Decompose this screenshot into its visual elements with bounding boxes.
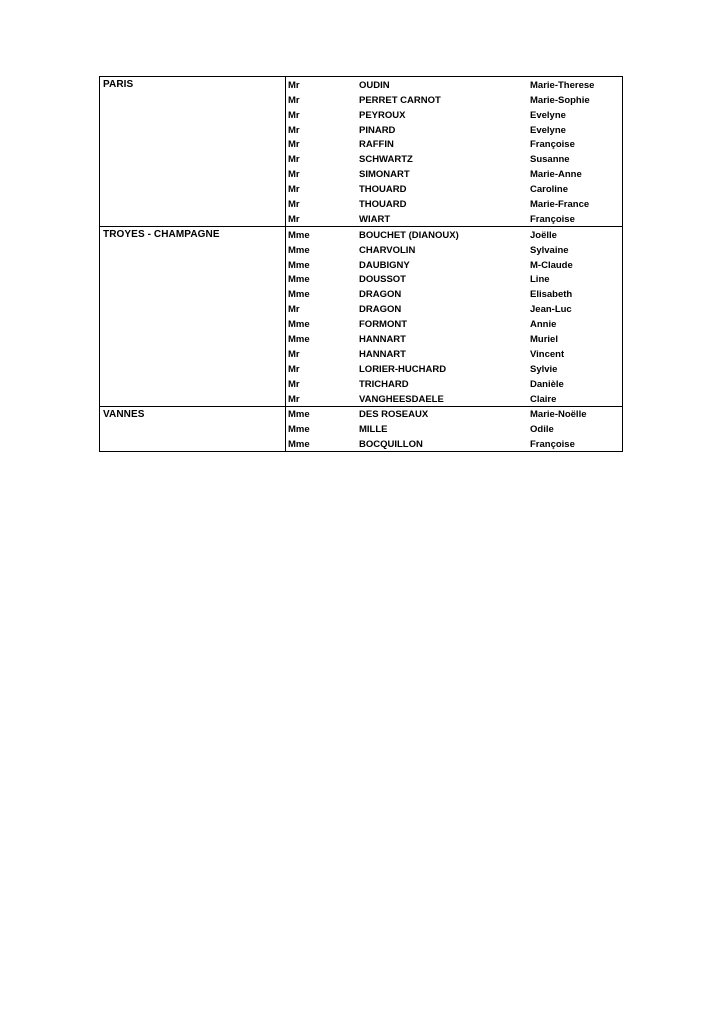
civility-cell: Mr bbox=[288, 79, 300, 91]
civility-cell: Mr bbox=[288, 109, 300, 121]
civility-cell: Mme bbox=[288, 334, 310, 346]
table-row bbox=[286, 137, 622, 152]
civility-cell: Mr bbox=[288, 304, 300, 316]
civility-cell: Mr bbox=[288, 213, 300, 225]
table-row bbox=[286, 77, 622, 92]
first-name-cell: Annie bbox=[530, 319, 557, 331]
last-name-cell: DOUSSOT bbox=[359, 274, 406, 286]
last-name-cell: OUDIN bbox=[359, 79, 390, 91]
table-row bbox=[286, 181, 622, 196]
last-name-cell: DRAGON bbox=[359, 304, 402, 316]
last-name-cell: FORMONT bbox=[359, 319, 408, 331]
civility-cell: Mr bbox=[288, 348, 300, 360]
first-name-cell: Françoise bbox=[530, 439, 575, 451]
table-row bbox=[286, 301, 622, 316]
first-name-cell: Line bbox=[530, 274, 550, 286]
first-name-cell: Muriel bbox=[530, 334, 558, 346]
first-name-cell: Marie-France bbox=[530, 199, 590, 211]
table-row bbox=[286, 286, 622, 301]
last-name-cell: BOCQUILLON bbox=[359, 439, 423, 451]
table-row bbox=[286, 361, 622, 376]
person-list bbox=[286, 77, 622, 226]
first-name-cell: Marie-Sophie bbox=[530, 94, 590, 106]
city-name: VANNES bbox=[100, 407, 286, 452]
first-name-cell: Sylvie bbox=[530, 363, 558, 375]
last-name-cell: THOUARD bbox=[359, 199, 407, 211]
table-row bbox=[286, 391, 622, 406]
civility-cell: Mme bbox=[288, 319, 310, 331]
city-name: TROYES - CHAMPAGNE bbox=[100, 227, 286, 406]
table-row bbox=[286, 92, 622, 107]
civility-cell: Mr bbox=[288, 393, 300, 405]
last-name-cell: THOUARD bbox=[359, 184, 407, 196]
table-row bbox=[286, 227, 622, 242]
first-name-cell: Sylvaine bbox=[530, 244, 569, 256]
table-row bbox=[286, 166, 622, 181]
civility-cell: Mr bbox=[288, 94, 300, 106]
first-name-cell: Claire bbox=[530, 393, 557, 405]
civility-cell: Mme bbox=[288, 229, 310, 241]
table-row bbox=[286, 376, 622, 391]
first-name-cell: Vincent bbox=[530, 348, 565, 360]
last-name-cell: DES ROSEAUX bbox=[359, 409, 429, 421]
last-name-cell: DAUBIGNY bbox=[359, 259, 410, 271]
last-name-cell: CHARVOLIN bbox=[359, 244, 416, 256]
city-group bbox=[100, 406, 622, 452]
first-name-cell: Evelyne bbox=[530, 109, 566, 121]
civility-cell: Mme bbox=[288, 439, 310, 451]
last-name-cell: TRICHARD bbox=[359, 378, 409, 390]
civility-cell: Mr bbox=[288, 169, 300, 181]
civility-cell: Mr bbox=[288, 184, 300, 196]
last-name-cell: DRAGON bbox=[359, 289, 402, 301]
first-name-cell: Susanne bbox=[530, 154, 570, 166]
table-row bbox=[286, 211, 622, 226]
last-name-cell: VANGHEESDAELE bbox=[359, 393, 444, 405]
table-row bbox=[286, 196, 622, 211]
last-name-cell: WIART bbox=[359, 213, 391, 225]
civility-cell: Mr bbox=[288, 139, 300, 151]
last-name-cell: SCHWARTZ bbox=[359, 154, 413, 166]
civility-cell: Mme bbox=[288, 289, 310, 301]
civility-cell: Mr bbox=[288, 363, 300, 375]
city-group bbox=[100, 77, 622, 226]
contact-table bbox=[99, 76, 623, 452]
civility-cell: Mme bbox=[288, 274, 310, 286]
civility-cell: Mr bbox=[288, 124, 300, 136]
table-row bbox=[286, 257, 622, 272]
table-row bbox=[286, 421, 622, 436]
table-row bbox=[286, 346, 622, 361]
last-name-cell: PEYROUX bbox=[359, 109, 406, 121]
civility-cell: Mr bbox=[288, 199, 300, 211]
table-row bbox=[286, 331, 622, 346]
first-name-cell: M-Claude bbox=[530, 259, 573, 271]
last-name-cell: PINARD bbox=[359, 124, 396, 136]
first-name-cell: Elisabeth bbox=[530, 289, 573, 301]
civility-cell: Mme bbox=[288, 409, 310, 421]
last-name-cell: BOUCHET (DIANOUX) bbox=[359, 229, 459, 241]
table-row bbox=[286, 242, 622, 257]
first-name-cell: Caroline bbox=[530, 184, 569, 196]
civility-cell: Mme bbox=[288, 244, 310, 256]
first-name-cell: Françoise bbox=[530, 139, 575, 151]
first-name-cell: Odile bbox=[530, 424, 554, 436]
first-name-cell: Danièle bbox=[530, 378, 564, 390]
table-row bbox=[286, 316, 622, 331]
table-row bbox=[286, 151, 622, 166]
table-row bbox=[286, 122, 622, 137]
last-name-cell: PERRET CARNOT bbox=[359, 94, 441, 106]
civility-cell: Mme bbox=[288, 424, 310, 436]
last-name-cell: HANNART bbox=[359, 348, 406, 360]
last-name-cell: RAFFIN bbox=[359, 139, 394, 151]
person-list bbox=[286, 407, 622, 452]
first-name-cell: Marie-Anne bbox=[530, 169, 582, 181]
table-row bbox=[286, 407, 622, 422]
civility-cell: Mr bbox=[288, 378, 300, 390]
city-group bbox=[100, 226, 622, 406]
table-row bbox=[286, 436, 622, 451]
table-row bbox=[286, 107, 622, 122]
person-list bbox=[286, 227, 622, 406]
first-name-cell: Evelyne bbox=[530, 124, 566, 136]
last-name-cell: MILLE bbox=[359, 424, 388, 436]
first-name-cell: Marie-Therese bbox=[530, 79, 595, 91]
first-name-cell: Jean-Luc bbox=[530, 304, 572, 316]
first-name-cell: Françoise bbox=[530, 213, 575, 225]
city-name: PARIS bbox=[100, 77, 286, 226]
civility-cell: Mr bbox=[288, 154, 300, 166]
first-name-cell: Marie-Noëlle bbox=[530, 409, 587, 421]
last-name-cell: LORIER-HUCHARD bbox=[359, 363, 447, 375]
first-name-cell: Joëlle bbox=[530, 229, 557, 241]
table-row bbox=[286, 272, 622, 287]
civility-cell: Mme bbox=[288, 259, 310, 271]
last-name-cell: SIMONART bbox=[359, 169, 410, 181]
last-name-cell: HANNART bbox=[359, 334, 406, 346]
